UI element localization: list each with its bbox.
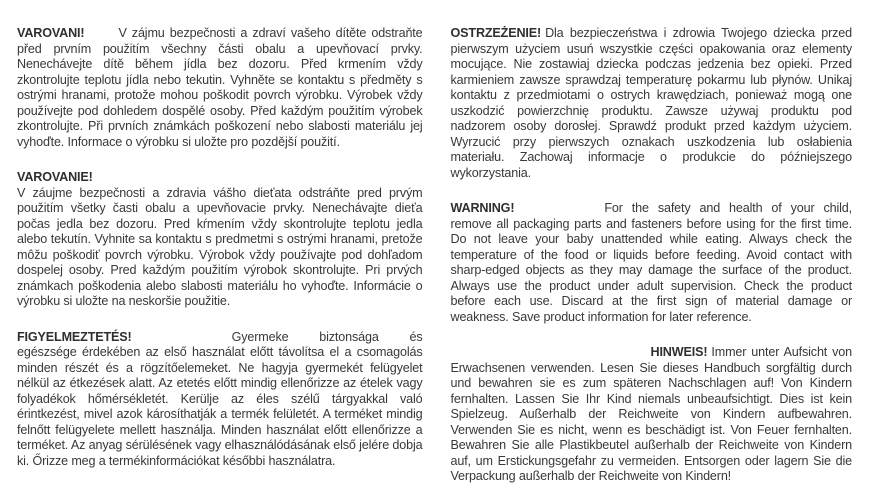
polish-warning-heading: OSTRZEŻENIE! xyxy=(450,26,542,40)
czech-warning-body: V zájmu bezpečnosti a zdraví vašeho dítěte odstraňte před prvním použitím všechny části obalu a upevňovací prvky. Nenechávejte dítě během jídla bez dozoru. Před krmením vždy zkontrolujte teplotu jídla nebo tekutin. Vyhněte se kontaktu s předměty s ostrými hranami, protože mohou poškodit povrch výrobku. Výrobek vždy používejte pod dohledem dospělé osoby. Před každým použitím výrobek zkontrolujte. Při prvních známkách poškození nebo slabosti materiálu jej vyhoďte. Informace o výrobku si uložte pro pozdější použití. xyxy=(17,26,423,149)
two-column-layout xyxy=(17,26,852,494)
hungarian-warning-heading: FIGYELMEZTETÉS! xyxy=(17,329,132,344)
slovak-warning-body: V záujme bezpečnosti a zdravia vášho dieťata odstráňte pred prvým použitím všetky časti obalu a upevňovacie prvky. Nenechávajte dieťa počas jedla bez dozoru. Pred kŕmením vždy skontrolujte teplotu jedla alebo tekutín. Vyhnite sa kontaktu s predmetmi s ostrými hranami, pretože môžu poškodiť povrch výrobku. Výrobok vždy používajte pod dohľadom dospelej osoby. Pred každým použitím výrobok skontrolujte. Pri prvých známkach poškodenia alebo slabosti materiálu ho vyhoďte. Informácie o výrobku si uložte na neskoršie použitie. xyxy=(17,185,423,308)
warning-paragraph-english xyxy=(451,201,853,325)
warning-paragraph-polish xyxy=(451,26,853,181)
heading-gap xyxy=(84,36,118,37)
english-warning-heading: WARNING! xyxy=(450,201,515,215)
english-warning-body: For the safety and health of your child, remove all packaging parts and fasteners before using for the first time. Do not leave your baby unattended while eating. Always check the temperature of the food or liquids before feeding. Avoid contact with sharp-edged objects as they may damage the surface of the product. Always use the product under adult supervision. Check the product before each use. Discard at the first sign of material damage or weakness. Save product information for later reference. xyxy=(450,201,852,324)
warning-paragraph-hungarian xyxy=(17,330,423,470)
hungarian-warning-body: Gyermeke biztonsága és egészsége érdekében az első használat előtt távolítsa el a csomagolás minden részét és a rögzítőelemeket. Ne hagyja gyermekét felügyelet nélkül az étkezések alatt. Az etetés előtt mindig ellenőrizze az ételek vagy folyadékok hőmérsékletét. Kerülje az éles szélű tárgyakkal való érintkezést, mivel azok károsíthatják a termék felületét. A terméket mindig felnőtt felügyelete mellett használja. Minden használat előtt ellenőrizze a terméket. Az anyag sérülésének vagy elhasználódásának első jelére dobja ki. Őrizze meg a termékinformációkat későbbi használatra. xyxy=(17,329,423,468)
heading-gap xyxy=(514,211,604,212)
german-warning-body: Immer unter Aufsicht von Erwachsenen verwenden. Lesen Sie dieses Handbuch sorgfältig durch und bewahren sie es zum späteren Nachschlagen auf! Von Kindern fernhalten. Lassen Sie Ihr Kind niemals unbeaufsichtigt. Dies ist kein Spielzeug. Außerhalb der Reichweite von Kindern aufbewahren. Verwenden Sie es nicht, wenn es beschädigt ist. Von Feuer fernhalten. Bewahren Sie alle Plastikbeutel außerhalb der Reichweite von Kindern auf, um Erstickungsgefahr zu vermeiden. Entsorgen oder lagern Sie die Verpackung außerhalb der Reichweite von Kindern! xyxy=(450,345,852,483)
left-column xyxy=(17,26,423,494)
warning-paragraph-czech xyxy=(17,26,423,150)
german-warning-heading: HINWEIS! xyxy=(650,345,708,359)
polish-warning-body: Dla bezpieczeństwa i zdrowia Twojego dziecka przed pierwszym użyciem usuń wszystkie części opakowania oraz elementy mocujące. Nie zostawiaj dziecka podczas jedzenia bez opieki. Przed karmieniem zawsze sprawdzaj temperaturę pokarmu lub płynów. Unikaj kontaktu z przedmiotami o ostrych krawędziach, ponieważ mogą one uszkodzić powierzchnię produktu. Zawsze używaj produktu pod nadzorem osoby dorosłej. Sprawdź produkt przed każdym użyciem. Wyrzucić przy pierwszych oznakach uszkodzenia lub osłabienia materiału. Zachowaj informacje o produkcie do późniejszego wykorzystania. xyxy=(450,26,852,180)
czech-warning-heading: VAROVANI! xyxy=(17,26,85,40)
warning-paragraph-german xyxy=(451,345,853,485)
warning-paragraph-slovak xyxy=(17,170,423,310)
slovak-warning-heading: VAROVANIE! xyxy=(17,170,93,184)
heading-gap xyxy=(132,340,232,341)
right-column xyxy=(451,26,853,494)
